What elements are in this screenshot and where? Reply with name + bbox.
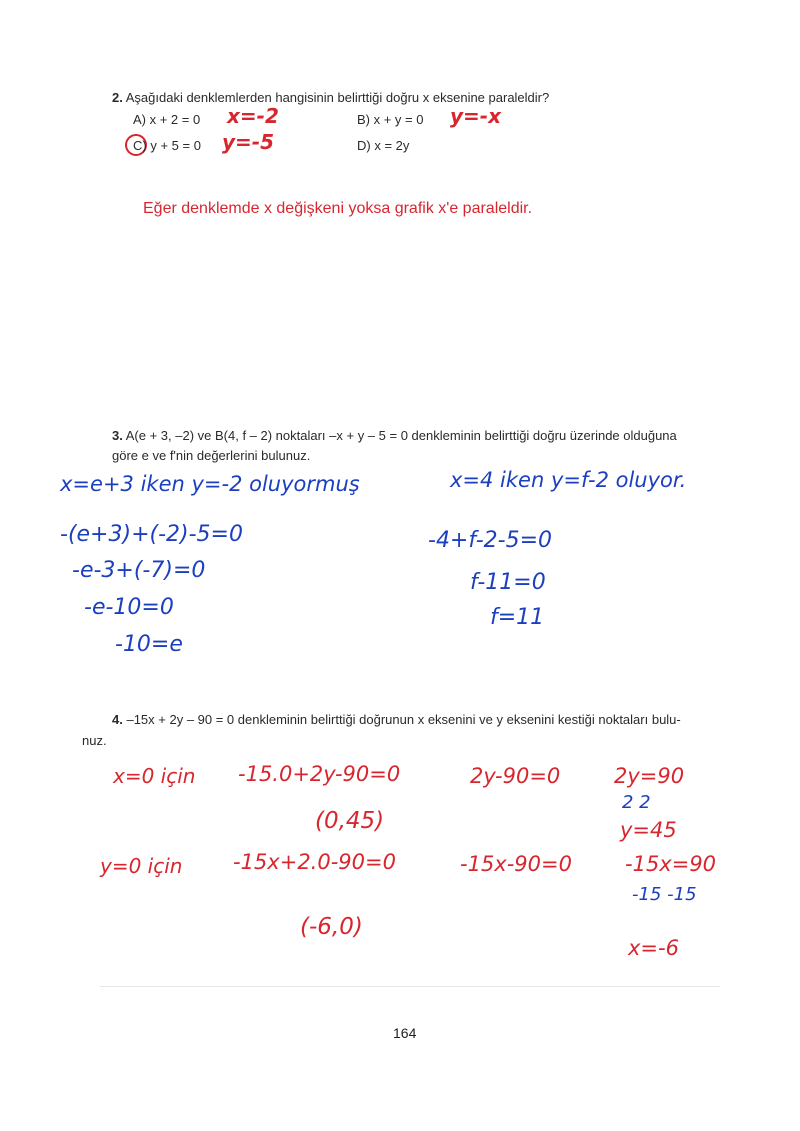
q2-hand-b: y=-x — [450, 104, 501, 128]
q4-x0-step2: 2y=90 — [614, 764, 685, 788]
q2-option-d: D) x = 2y — [357, 138, 410, 153]
q3-left-line: -10=e — [115, 632, 183, 657]
q3-question-line2: göre e ve f'nin değerlerini bulunuz. — [112, 448, 311, 463]
q4-y0-equation: -15x+2.0-90=0 — [233, 850, 396, 874]
q3-right-line: -4+f-2-5=0 — [428, 528, 553, 553]
q4-x0-label: x=0 için — [113, 764, 196, 788]
q2-hand-a: x=-2 — [227, 104, 279, 128]
q3-right-line: f=11 — [490, 605, 545, 630]
q2-typed-note: Eğer denklemde x değişkeni yoksa grafik x'e paraleldir. — [143, 200, 533, 217]
q3-left-header: x=e+3 iken y=-2 oluyormuş — [60, 472, 360, 496]
page-number: 164 — [393, 1025, 417, 1041]
q4-stem-line1 — [112, 712, 681, 727]
q3-left-line: -(e+3)+(-2)-5=0 — [60, 522, 243, 547]
q2-option-c: C) y + 5 = 0 — [133, 138, 201, 153]
q4-question-line2: nuz. — [82, 733, 107, 748]
q2-option-b: B) x + y = 0 — [357, 112, 424, 127]
q3-stem-line1 — [112, 428, 677, 443]
q4-y0-point: (-6,0) — [300, 914, 363, 940]
q3-left-line: -e-3+(-7)=0 — [72, 558, 206, 583]
q4-question-line1: –15x + 2y – 90 = 0 denkleminin belirttiği doğrunun x eksenini ve y eksenini kestiği noktaları bulu- — [126, 712, 681, 727]
q2-stem — [112, 90, 549, 105]
q4-y0-step2: -15x=90 — [625, 852, 717, 876]
q2-option-a: A) x + 2 = 0 — [133, 112, 201, 127]
q2-question: Aşağıdaki denklemlerden hangisinin belirttiği doğru x eksenine paraleldir? — [125, 90, 550, 105]
q3-right-header: x=4 iken y=f-2 oluyor. — [450, 468, 687, 492]
q4-x0-step1: 2y-90=0 — [470, 764, 561, 788]
q3-right-line: f-11=0 — [470, 570, 546, 595]
q3-number: 3. — [112, 428, 123, 443]
q4-x0-result: y=45 — [620, 818, 677, 842]
q2-number: 2. — [112, 90, 123, 105]
q4-y0-divisor: -15 -15 — [632, 884, 697, 905]
q4-y0-step1: -15x-90=0 — [460, 852, 572, 876]
q4-x0-point: (0,45) — [315, 808, 385, 834]
footer-divider — [100, 986, 720, 987]
q4-number: 4. — [112, 712, 123, 727]
q4-x0-equation: -15.0+2y-90=0 — [238, 762, 401, 786]
q2-hand-c: y=-5 — [222, 130, 275, 154]
q4-y0-label: y=0 için — [100, 854, 183, 878]
q3-question-line1: A(e + 3, –2) ve B(4, f – 2) noktaları –x + y – 5 = 0 denkleminin belirttiği doğru üzerinde olduğuna — [125, 428, 677, 443]
q4-y0-result: x=-6 — [628, 936, 679, 960]
q4-x0-divisor: 2 2 — [622, 792, 651, 813]
q3-left-line: -e-10=0 — [84, 595, 174, 620]
